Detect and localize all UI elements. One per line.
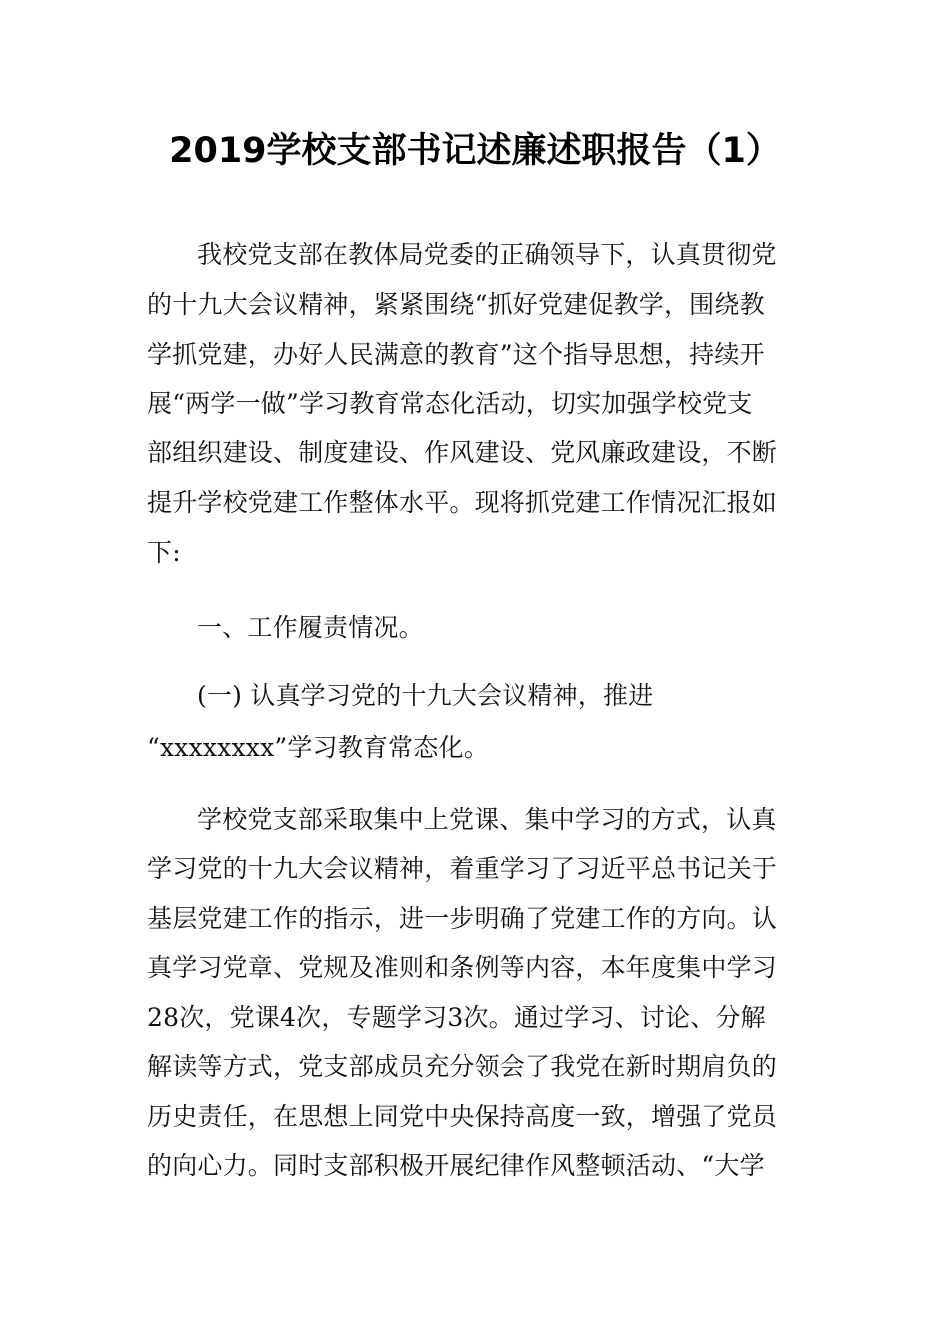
paragraph1-line: 提升学校党建工作整体水平。现将抓党建工作情况汇报如	[147, 488, 778, 517]
paragraph2-line: 历史责任，在思想上同党中央保持高度一致，增强了党员	[147, 1102, 778, 1131]
paragraph1-line: 部组织建设、制度建设、作风建设、党风廉政建设，不断	[147, 438, 778, 467]
paragraph1-line: 我校党支部在教体局党委的正确领导下，认真贯彻党	[197, 240, 777, 269]
paragraph2-line: 解读等方式，党支部成员充分领会了我党在新时期肩负的	[147, 1052, 778, 1081]
paragraph1-line: 学抓党建，办好人民满意的教育”这个指导思想，持续开	[147, 340, 765, 369]
paragraph2-line: 学习党的十九大会议精神，着重学习了习近平总书记关于	[147, 854, 778, 883]
subsection-heading-line: (一) 认真学习党的十九大会议精神，推进	[197, 681, 654, 710]
paragraph1-line: 展“两学一做”学习教育常态化活动，切实加强学校党支	[147, 389, 753, 418]
paragraph2-line: 学校党支部采取集中上党课、集中学习的方式，认真	[197, 805, 777, 834]
section-heading: 一、工作履责情况。	[197, 613, 424, 642]
paragraph2-line: 基层党建工作的指示，进一步明确了党建工作的方向。认	[147, 904, 778, 933]
paragraph1-line: 的十九大会议精神，紧紧围绕“抓好党建促教学，围绕教	[147, 290, 765, 319]
paragraph2-line: 的向心力。同时支部积极开展纪律作风整顿活动、“大学	[147, 1151, 765, 1180]
paragraph2-line: 真学习党章、党规及准则和条例等内容，本年度集中学习	[147, 953, 778, 982]
document-title: 2019学校支部书记述廉述职报告（1）	[169, 131, 781, 171]
paragraph2-line: 28次，党课4次，专题学习3次。通过学习、讨论、分解	[147, 1003, 766, 1032]
paragraph1-line: 下:	[147, 538, 181, 567]
subsection-heading-line: “xxxxxxxx”学习教育常态化。	[147, 733, 489, 762]
